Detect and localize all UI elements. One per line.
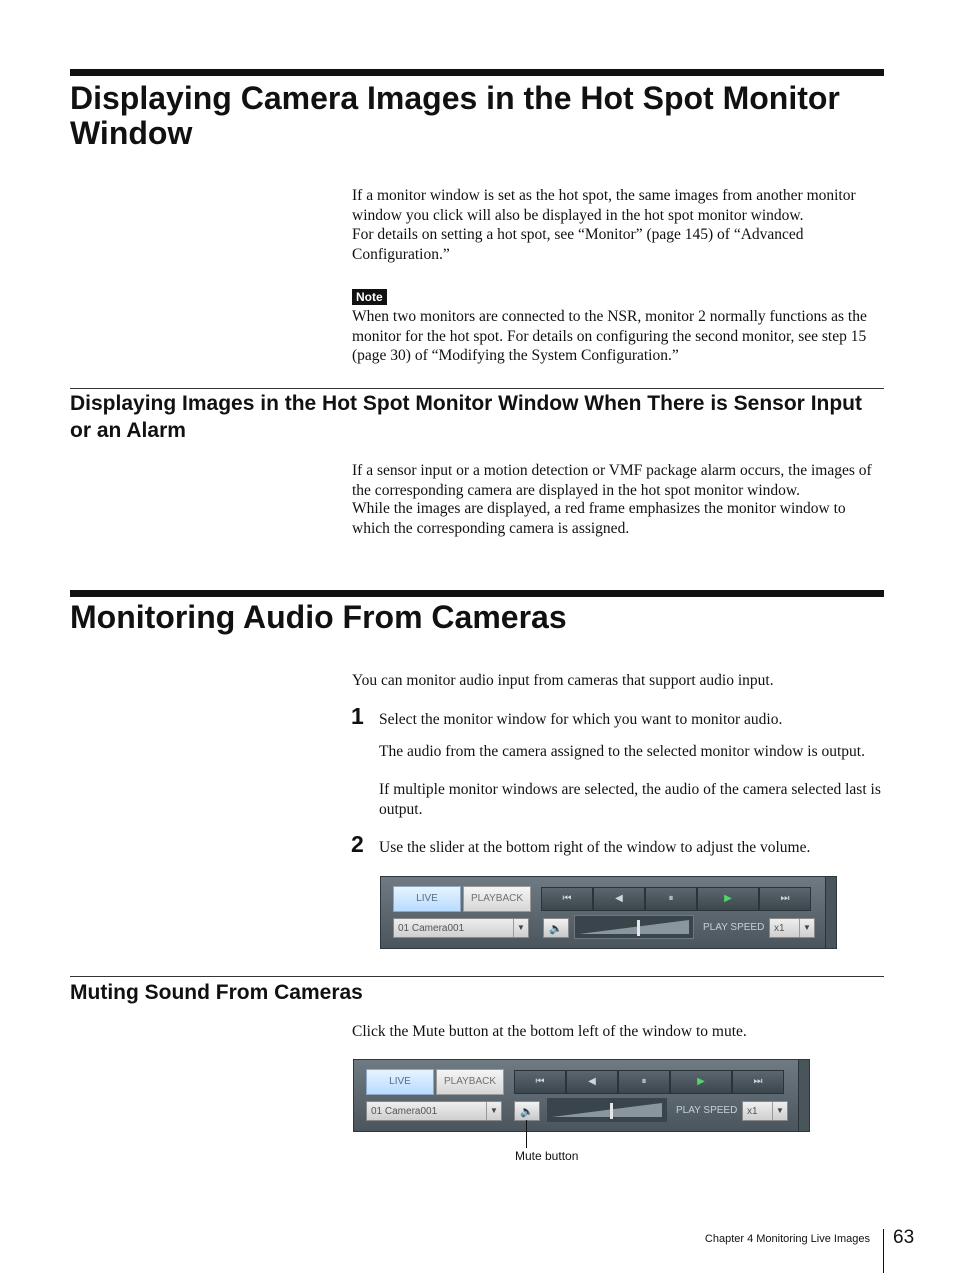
step-number: 1 (351, 703, 364, 729)
section-rule-thick (70, 590, 884, 597)
volume-slider-track (548, 1099, 666, 1121)
last-frame-icon[interactable]: ⏭ (732, 1070, 784, 1094)
pause-icon[interactable]: ⏸ (618, 1070, 670, 1094)
chevron-down-icon: ▼ (486, 1102, 501, 1120)
chevron-down-icon: ▼ (799, 919, 814, 937)
panel-edge (825, 877, 836, 948)
volume-slider[interactable] (547, 1098, 667, 1122)
subsection-title: Displaying Images in the Hot Spot Monitor Window When There is Sensor Input or an Alarm (70, 392, 863, 442)
play-icon[interactable]: ▶ (697, 887, 759, 911)
callout-line (526, 1120, 527, 1148)
play-speed-select[interactable] (769, 918, 815, 938)
body-paragraph: If a sensor input or a motion detection or VMF package alarm occurs, the images of the corresponding camera are displayed in the hot spot monitor window. (352, 462, 872, 499)
first-frame-icon[interactable]: ⏮ (514, 1070, 566, 1094)
body-paragraph: While the images are displayed, a red frame emphasizes the monitor window to which the corresponding camera is assigned. (352, 500, 846, 537)
play-speed-label: PLAY SPEED (703, 922, 765, 933)
mute-button[interactable]: 🔈 (543, 918, 569, 938)
live-button[interactable]: LIVE (393, 886, 461, 912)
camera-select-value: 01 Camera001 (398, 923, 465, 934)
play-speed-value: x1 (774, 923, 785, 934)
control-panel-screenshot (353, 1059, 810, 1132)
note-badge: Note (352, 289, 387, 305)
step-text: Use the slider at the bottom right of the window to adjust the volume. (379, 839, 811, 856)
play-speed-value: x1 (747, 1106, 758, 1117)
step-number: 2 (351, 831, 364, 857)
chevron-down-icon: ▼ (513, 919, 528, 937)
body-paragraph: You can monitor audio input from cameras that support audio input. (352, 672, 774, 689)
mute-button[interactable]: 🔈 (514, 1101, 540, 1121)
camera-select[interactable] (393, 918, 529, 938)
camera-select-value: 01 Camera001 (371, 1106, 438, 1117)
step-text: Select the monitor window for which you want to monitor audio. (379, 711, 783, 728)
step-detail: The audio from the camera assigned to the selected monitor window is output. (379, 743, 865, 760)
playback-button[interactable]: PLAYBACK (436, 1069, 504, 1095)
volume-slider-thumb (610, 1103, 613, 1119)
subsection-rule (70, 976, 884, 977)
volume-slider-thumb (637, 920, 640, 936)
note-text: When two monitors are connected to the NSR, monitor 2 normally functions as the monitor for the hot spot. For details on configuring the second monitor, see step 15 (page 30) of “Modifying the System Configuration.” (352, 308, 867, 364)
first-frame-icon[interactable]: ⏮ (541, 887, 593, 911)
live-button[interactable]: LIVE (366, 1069, 434, 1095)
body-paragraph: If a monitor window is set as the hot spot, the same images from another monitor window you click will also be displayed in the hot spot monitor window. (352, 187, 856, 224)
chevron-down-icon: ▼ (772, 1102, 787, 1120)
last-frame-icon[interactable]: ⏭ (759, 887, 811, 911)
footer-divider (883, 1229, 884, 1273)
pause-icon[interactable]: ⏸ (645, 887, 697, 911)
body-paragraph: Click the Mute button at the bottom left of the window to mute. (352, 1023, 747, 1040)
camera-select[interactable] (366, 1101, 502, 1121)
callout-label: Mute button (515, 1149, 579, 1163)
subsection-rule (70, 388, 884, 389)
step-detail: If multiple monitor windows are selected, the audio of the camera selected last is output. (379, 781, 881, 818)
play-speed-label: PLAY SPEED (676, 1105, 738, 1116)
subsection-title: Muting Sound From Cameras (70, 981, 363, 1004)
play-icon[interactable]: ▶ (670, 1070, 732, 1094)
body-paragraph: For details on setting a hot spot, see “Monitor” (page 145) of “Advanced Configuration.” (352, 226, 804, 263)
volume-slider[interactable] (574, 915, 694, 939)
section-title: Displaying Camera Images in the Hot Spot Monitor Window (70, 80, 840, 151)
footer-chapter: Chapter 4 Monitoring Live Images (704, 1233, 870, 1245)
rewind-icon[interactable]: ◀ (566, 1070, 618, 1094)
page-number: 63 (893, 1227, 915, 1248)
panel-edge (798, 1060, 809, 1131)
control-panel-screenshot (380, 876, 837, 949)
play-speed-select[interactable] (742, 1101, 788, 1121)
volume-slider-track (575, 916, 693, 938)
section-rule-thick (70, 69, 884, 76)
playback-button[interactable]: PLAYBACK (463, 886, 531, 912)
rewind-icon[interactable]: ◀ (593, 887, 645, 911)
section-title: Monitoring Audio From Cameras (70, 599, 567, 635)
